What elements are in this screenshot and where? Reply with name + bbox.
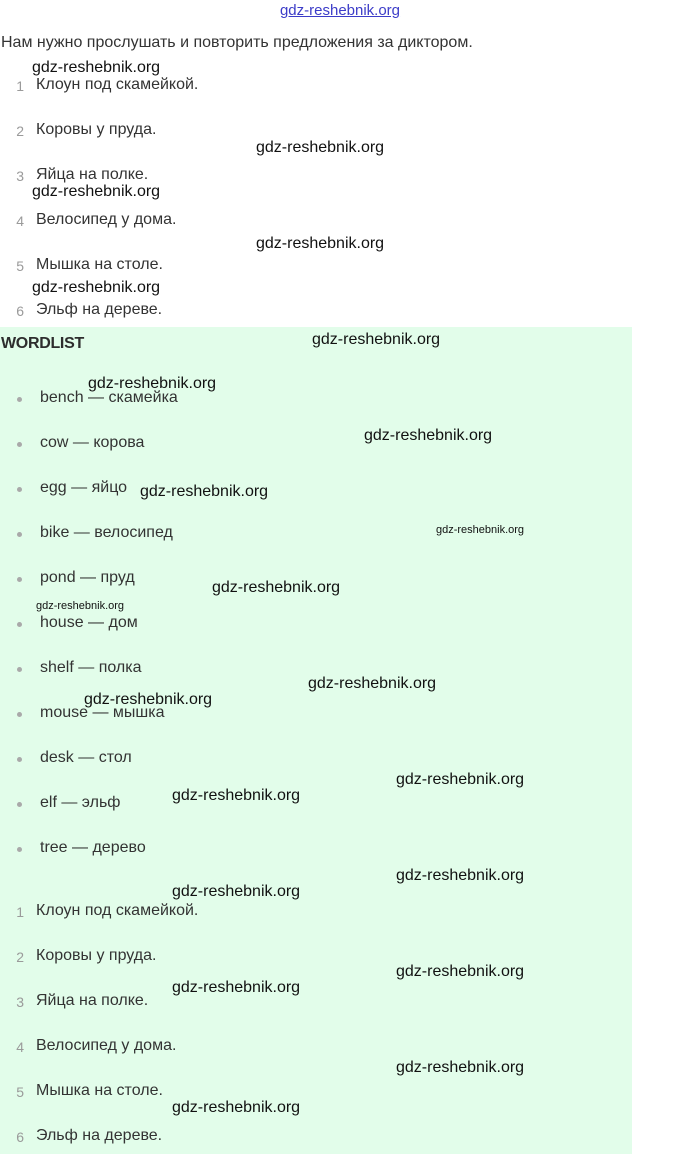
word-item: [0, 614, 178, 659]
watermark-text: gdz-reshebnik.org: [396, 1059, 525, 1076]
watermark-text: gdz-reshebnik.org: [396, 867, 525, 884]
bullet-icon: [17, 442, 22, 447]
word-item: [0, 434, 178, 479]
watermark-text: gdz-reshebnik.org: [212, 579, 341, 596]
word-text: cow — корова: [40, 434, 145, 451]
item-text: Эльф на дереве.: [36, 1127, 163, 1144]
bullet-icon: [17, 712, 22, 717]
bullet-icon: [17, 622, 22, 627]
item-number: 4: [16, 1039, 24, 1055]
wordlist-sentence-list: [0, 902, 198, 1172]
wordlist-panel: [0, 327, 632, 1154]
watermark-text: gdz-reshebnik.org: [396, 771, 525, 788]
list-item: [0, 76, 198, 121]
word-item: [0, 839, 178, 884]
list-item: [0, 992, 198, 1037]
item-number: 5: [16, 1084, 24, 1100]
word-text: mouse — мышка: [40, 704, 165, 721]
watermark-text: gdz-reshebnik.org: [172, 1099, 301, 1116]
item-number: 1: [16, 78, 24, 94]
item-number: 5: [16, 258, 24, 274]
watermark-text: gdz-reshebnik.org: [436, 524, 525, 536]
item-text: Велосипед у дома.: [36, 211, 177, 228]
list-item: [0, 211, 198, 256]
sentence-list: [0, 76, 198, 346]
watermark-text: gdz-reshebnik.org: [308, 675, 437, 692]
watermark-text: gdz-reshebnik.org: [364, 427, 493, 444]
wordlist-title: WORDLIST: [1, 335, 84, 352]
word-text: desk — стол: [40, 749, 132, 766]
item-text: Мышка на столе.: [36, 1082, 163, 1099]
bullet-icon: [17, 667, 22, 672]
watermark-text: gdz-reshebnik.org: [88, 375, 217, 392]
item-number: 6: [16, 303, 24, 319]
list-item: [0, 902, 198, 947]
word-text: elf — эльф: [40, 794, 121, 811]
word-text: bench — скамейка: [40, 389, 178, 406]
item-number: 3: [16, 168, 24, 184]
bullet-icon: [17, 487, 22, 492]
word-item: [0, 524, 178, 569]
bullet-icon: [17, 532, 22, 537]
item-text: Эльф на дереве.: [36, 301, 163, 318]
watermark-text: gdz-reshebnik.org: [172, 979, 301, 996]
item-text: Велосипед у дома.: [36, 1037, 177, 1054]
item-number: 6: [16, 1129, 24, 1145]
list-item: [0, 121, 198, 166]
item-text: Мышка на столе.: [36, 256, 163, 273]
bullet-icon: [17, 577, 22, 582]
watermark-text: gdz-reshebnik.org: [32, 183, 161, 200]
watermark-text: gdz-reshebnik.org: [32, 279, 161, 296]
item-text: Яйца на полке.: [36, 992, 149, 1009]
list-item: [0, 1082, 198, 1127]
list-item: [0, 1037, 198, 1082]
wordlist-items: [0, 389, 178, 884]
item-number: 3: [16, 994, 24, 1010]
word-text: tree — дерево: [40, 839, 146, 856]
bullet-icon: [17, 847, 22, 852]
intro-text: Нам нужно прослушать и повторить предложения за диктором.: [1, 34, 473, 51]
item-number: 2: [16, 123, 24, 139]
watermark-text: gdz-reshebnik.org: [256, 235, 385, 252]
item-text: Коровы у пруда.: [36, 947, 157, 964]
site-link[interactable]: gdz-reshebnik.org: [279, 2, 401, 19]
word-text: shelf — полка: [40, 659, 142, 676]
watermark-text: gdz-reshebnik.org: [172, 883, 301, 900]
word-text: bike — велосипед: [40, 524, 173, 541]
watermark-text: gdz-reshebnik.org: [256, 139, 385, 156]
word-text: egg — яйцо: [40, 479, 128, 496]
word-item: [0, 794, 178, 839]
item-text: Яйца на полке.: [36, 166, 149, 183]
bullet-icon: [17, 397, 22, 402]
watermark-text: gdz-reshebnik.org: [36, 600, 125, 612]
item-text: Коровы у пруда.: [36, 121, 157, 138]
watermark-text: gdz-reshebnik.org: [172, 787, 301, 804]
word-item: [0, 749, 178, 794]
word-text: house — дом: [40, 614, 138, 631]
item-number: 4: [16, 213, 24, 229]
item-number: 1: [16, 904, 24, 920]
list-item: [0, 1127, 198, 1172]
watermark-text: gdz-reshebnik.org: [84, 691, 213, 708]
word-item: [0, 389, 178, 434]
watermark-text: gdz-reshebnik.org: [312, 331, 441, 348]
word-text: pond — пруд: [40, 569, 135, 586]
bullet-icon: [17, 802, 22, 807]
bullet-icon: [17, 757, 22, 762]
item-text: Клоун под скамейкой.: [36, 76, 199, 93]
item-number: 2: [16, 949, 24, 965]
watermark-text: gdz-reshebnik.org: [396, 963, 525, 980]
word-item: [0, 704, 178, 749]
item-text: Клоун под скамейкой.: [36, 902, 199, 919]
list-item: [0, 947, 198, 992]
watermark-text: gdz-reshebnik.org: [32, 59, 161, 76]
watermark-text: gdz-reshebnik.org: [140, 483, 269, 500]
